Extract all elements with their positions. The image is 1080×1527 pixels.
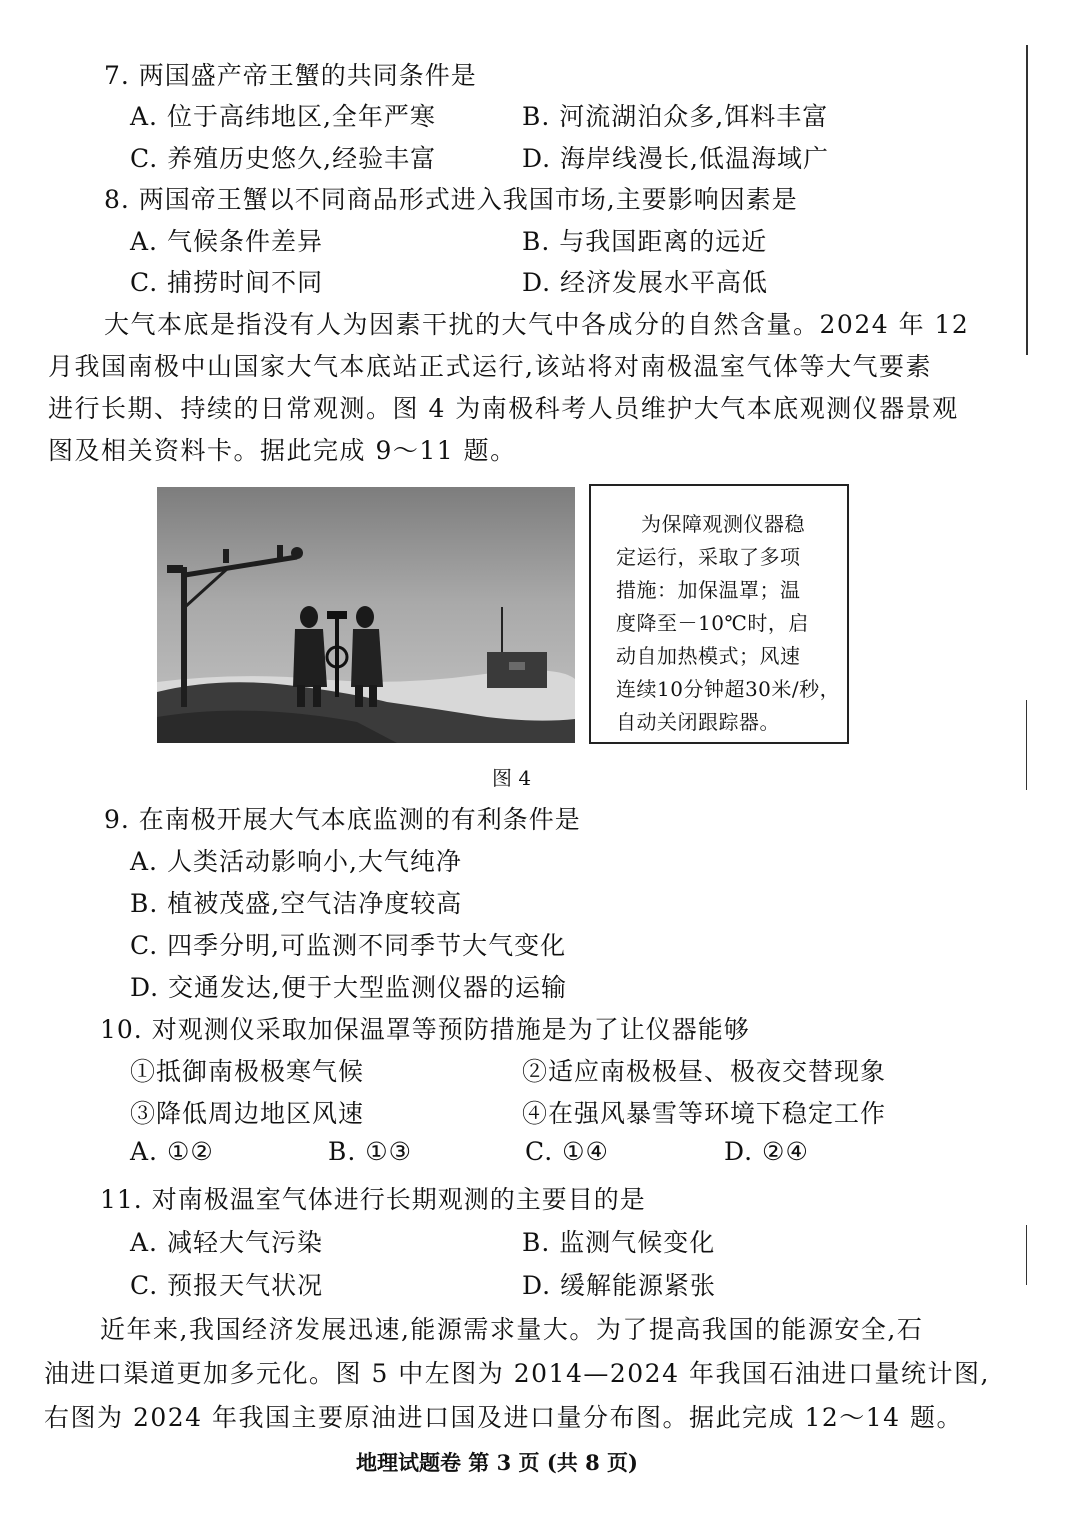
q7-option-c: C. 养殖历史悠久,经验丰富 [130, 144, 437, 173]
passage1-line: 进行长期、持续的日常观测。图 4 为南极科考人员维护大气本底观测仪器景观 [48, 394, 959, 423]
q9-option-a: A. 人类活动影响小,大气纯净 [130, 847, 462, 876]
q9-stem: 9. 在南极开展大气本底监测的有利条件是 [104, 805, 581, 834]
info-card-line: 措施：加保温罩；温 [616, 578, 801, 602]
q10-statement-3: ③降低周边地区风速 [130, 1099, 365, 1128]
q8-option-a: A. 气候条件差异 [130, 227, 323, 256]
q7-option-b: B. 河流湖泊众多,饵料丰富 [522, 102, 829, 131]
q11-option-d: D. 缓解能源紧张 [522, 1271, 717, 1300]
passage2-line: 右图为 2024 年我国主要原油进口国及进口量分布图。据此完成 12～14 题。 [44, 1403, 964, 1432]
q10-option-c: C. ①④ [525, 1137, 609, 1166]
antarctic-observation-photo [157, 487, 575, 743]
q11-option-b: B. 监测气候变化 [522, 1228, 716, 1257]
q8-option-d: D. 经济发展水平高低 [522, 268, 769, 297]
scan-edge-line [1026, 45, 1028, 355]
q9-option-b: B. 植被茂盛,空气洁净度较高 [130, 889, 463, 918]
q10-statement-2: ②适应南极极昼、极夜交替现象 [522, 1057, 887, 1086]
photo-illustration [157, 487, 575, 743]
q7-option-a: A. 位于高纬地区,全年严寒 [130, 102, 436, 131]
info-card-line: 定运行，采取了多项 [616, 545, 801, 569]
q10-statement-1: ①抵御南极极寒气候 [130, 1057, 365, 1086]
q10-stem: 10. 对观测仪采取加保温罩等预防措施是为了让仪器能够 [100, 1015, 750, 1044]
scan-edge-line [1026, 700, 1027, 790]
figure4-caption: 图 4 [492, 766, 532, 790]
passage2-line: 油进口渠道更加多元化。图 5 中左图为 2014—2024 年我国石油进口量统计图, [44, 1359, 990, 1388]
q10-option-a: A. ①② [130, 1137, 214, 1166]
q8-option-b: B. 与我国距离的远近 [522, 227, 768, 256]
q9-option-d: D. 交通发达,便于大型监测仪器的运输 [130, 973, 567, 1002]
q11-option-a: A. 减轻大气污染 [130, 1228, 323, 1257]
q9-option-c: C. 四季分明,可监测不同季节大气变化 [130, 931, 567, 960]
info-card-line: 动自加热模式；风速 [616, 644, 801, 668]
q10-option-d: D. ②④ [724, 1137, 809, 1166]
passage1-line: 图及相关资料卡。据此完成 9～11 题。 [48, 436, 517, 465]
q7-stem: 7. 两国盛产帝王蟹的共同条件是 [104, 61, 477, 90]
passage1-line: 月我国南极中山国家大气本底站正式运行,该站将对南极温室气体等大气要素 [48, 352, 932, 381]
q7-option-d: D. 海岸线漫长,低温海域广 [522, 144, 829, 173]
scan-edge-line [1026, 1225, 1027, 1285]
q8-option-c: C. 捕捞时间不同 [130, 268, 324, 297]
passage2-line: 近年来,我国经济发展迅速,能源需求量大。为了提高我国的能源安全,石 [100, 1315, 924, 1344]
q10-statement-4: ④在强风暴雪等环境下稳定工作 [522, 1099, 887, 1128]
q10-option-b: B. ①③ [328, 1137, 413, 1166]
q11-stem: 11. 对南极温室气体进行长期观测的主要目的是 [100, 1185, 646, 1214]
passage1-line: 大气本底是指没有人为因素干扰的大气中各成分的自然含量。2024 年 12 [104, 310, 970, 339]
info-card-line: 自动关闭跟踪器。 [616, 710, 780, 734]
info-card-line: 度降至－10℃时，启 [616, 611, 809, 635]
info-card-line: 连续10分钟超30米/秒， [616, 677, 841, 701]
info-card [589, 484, 849, 744]
info-card-line: 为保障观测仪器稳 [641, 512, 805, 536]
page-footer: 地理试题卷 第 3 页 (共 8 页) [356, 1450, 638, 1475]
q8-stem: 8. 两国帝王蟹以不同商品形式进入我国市场,主要影响因素是 [104, 185, 798, 214]
q11-option-c: C. 预报天气状况 [130, 1271, 324, 1300]
